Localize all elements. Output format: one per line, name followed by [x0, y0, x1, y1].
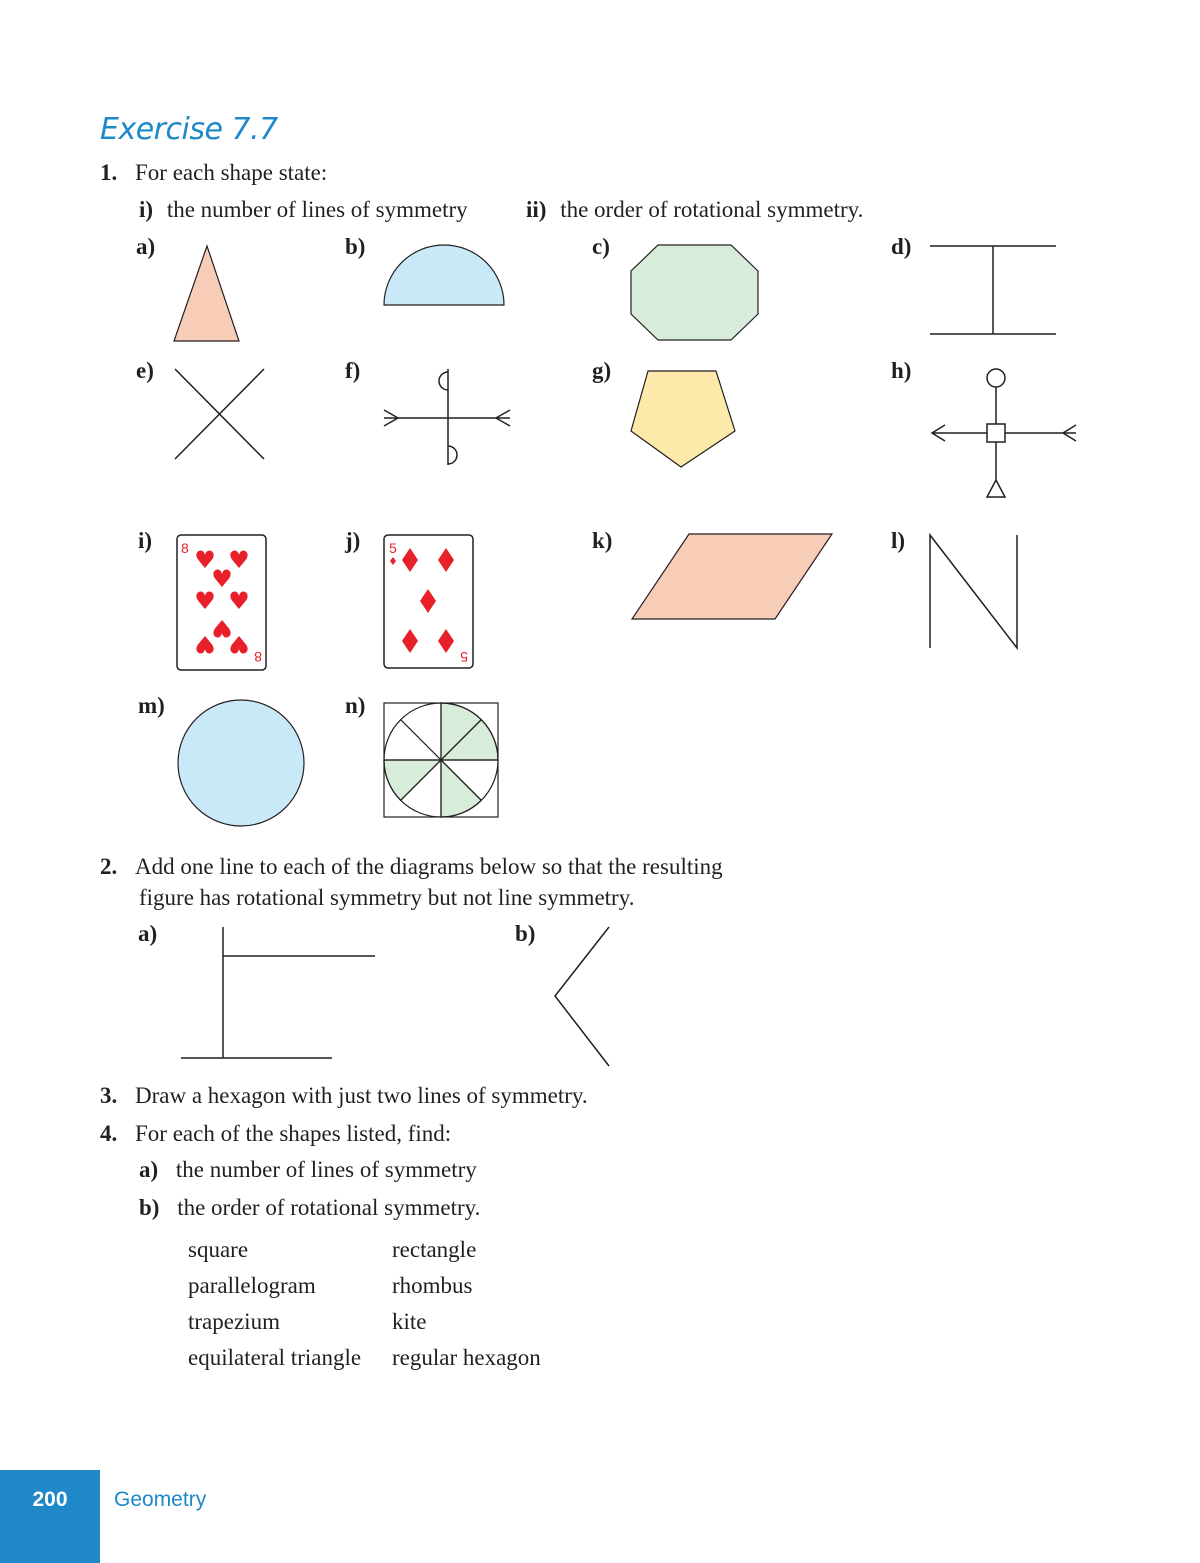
shape-label-e: e) [136, 358, 154, 383]
svg-text:♥: ♥ [228, 630, 250, 658]
shape-list-item: rectangle [392, 1237, 477, 1262]
shape-label-a: a) [136, 234, 156, 259]
shape-c-octagon [631, 245, 758, 340]
shape-list-item: trapezium [188, 1309, 280, 1334]
question-2-line-2: figure has rotational symmetry but not line symmetry. [139, 885, 635, 910]
card-j-corner-rank-top: 5 [389, 540, 397, 556]
svg-text:♥: ♥ [194, 630, 216, 658]
shape-label-c: c) [592, 234, 610, 259]
q2-label-b: b) [515, 921, 536, 946]
question-number: 3. [100, 1083, 118, 1108]
q4-part-a: a) the number of lines of symmetry [139, 1157, 477, 1182]
card-j-corner-rank-bottom: 5 [460, 649, 468, 665]
shape-label-b: b) [345, 234, 366, 259]
q2-label-a: a) [138, 921, 158, 946]
footer-bar [0, 1470, 100, 1563]
shape-n-circle-in-square [384, 703, 498, 817]
shape-e-cross [175, 369, 264, 459]
shape-b-semicircle [384, 245, 504, 305]
q2-diagram-b [555, 927, 609, 1066]
card-i-corner-rank-top: 8 [181, 540, 189, 556]
shape-f-cross-figure [384, 369, 510, 465]
shape-k-parallelogram [632, 534, 832, 619]
svg-text:♥: ♥ [228, 587, 250, 615]
shape-h-cross-figure [932, 369, 1076, 497]
shape-l-letter-n [930, 535, 1017, 648]
question-text: For each shape state: [135, 160, 328, 185]
shape-label-j: j) [345, 528, 361, 553]
q2-diagram-a [181, 927, 375, 1058]
shape-g-pentagon [631, 371, 735, 467]
shape-list-item: square [188, 1237, 249, 1262]
question-number: 1. [100, 160, 118, 185]
card-i-corner-rank-bottom: 8 [254, 649, 262, 665]
shape-label-i: i) [138, 528, 153, 553]
svg-text:♥: ♥ [194, 546, 216, 574]
q1-part-i: i) the number of lines of symmetry [139, 197, 468, 222]
shape-label-h: h) [891, 358, 912, 383]
exercise-title: Exercise 7.7 [100, 112, 278, 147]
footer-section-title: Geometry [114, 1488, 207, 1511]
shape-a-triangle [174, 246, 239, 341]
shape-list-item: regular hexagon [392, 1345, 541, 1370]
q1-part-ii: ii) the order of rotational symmetry. [526, 197, 864, 222]
question-2-diagrams [0, 900, 700, 1080]
svg-text:♥: ♥ [194, 587, 216, 615]
question-4 [100, 1119, 451, 1149]
shape-i-playing-card [177, 535, 266, 670]
shape-label-g: g) [592, 358, 612, 383]
question-text: Draw a hexagon with just two lines of symmetry. [135, 1083, 588, 1108]
question-number: 2. [100, 854, 118, 879]
question-text-line-1: Add one line to each of the diagrams below so that the resulting [135, 854, 723, 879]
question-2 [100, 852, 723, 882]
shape-label-l: l) [891, 528, 906, 553]
shape-list-item: parallelogram [188, 1273, 316, 1298]
svg-text:♥: ♥ [211, 565, 233, 593]
svg-text:♥: ♥ [228, 546, 250, 574]
shape-label-m: m) [138, 693, 165, 718]
q4-part-b: b) the order of rotational symmetry. [139, 1195, 481, 1220]
question-3 [100, 1081, 588, 1111]
shape-label-d: d) [891, 234, 912, 259]
question-text: For each of the shapes listed, find: [135, 1121, 452, 1146]
question-number: 4. [100, 1121, 118, 1146]
shape-label-f: f) [345, 358, 361, 383]
shape-label-n: n) [345, 693, 366, 718]
page-number: 200 [32, 1488, 68, 1511]
shape-list-item: equilateral triangle [188, 1345, 362, 1370]
shape-d-i-beam [930, 246, 1056, 334]
svg-text:♥: ♥ [211, 614, 233, 642]
shape-m-circle [178, 700, 304, 826]
shape-list-item: kite [392, 1309, 427, 1334]
shape-label-k: k) [592, 528, 613, 553]
shape-list-item: rhombus [392, 1273, 473, 1298]
